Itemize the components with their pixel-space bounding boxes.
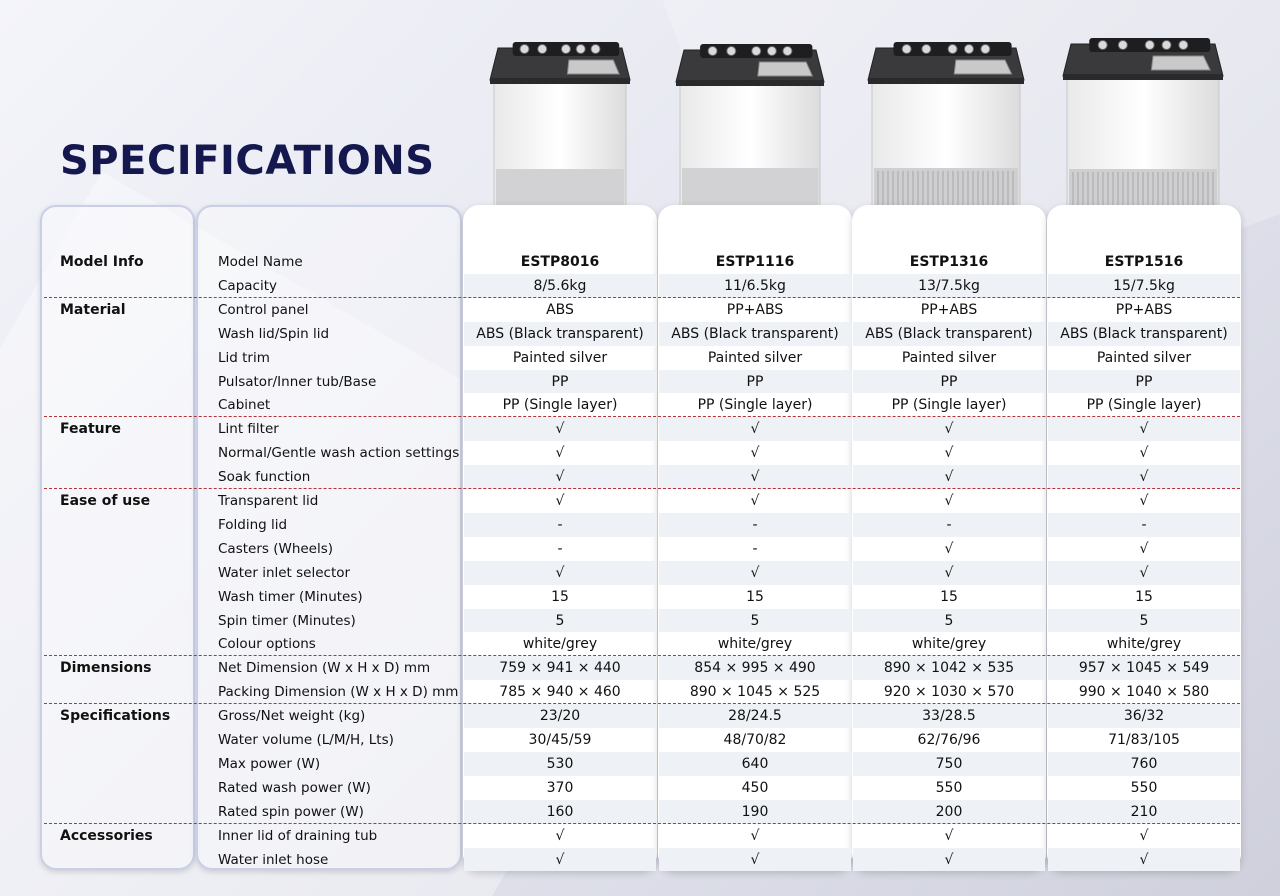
- spec-value: 8/5.6kg: [533, 277, 587, 294]
- spec-value: Painted silver: [901, 349, 997, 366]
- spec-value: -: [946, 516, 952, 533]
- spec-value: white/grey: [1106, 636, 1182, 653]
- spec-value: √: [1139, 421, 1149, 438]
- spec-value: √: [750, 493, 760, 509]
- spec-value: 785 × 940 × 460: [499, 684, 621, 701]
- feature-label: Lid trim: [218, 349, 270, 366]
- feature-label: Spin timer (Minutes): [218, 612, 356, 629]
- feature-label: Gross/Net weight (kg): [218, 708, 366, 725]
- spec-value: √: [555, 564, 565, 581]
- spec-value: -: [1141, 516, 1147, 533]
- spec-value: √: [944, 469, 954, 486]
- feature-label: Lint filter: [218, 421, 279, 438]
- spec-value: 550: [1130, 779, 1158, 796]
- spec-value: √: [944, 851, 954, 868]
- spec-value: 550: [935, 779, 963, 796]
- spec-value: 33/28.5: [922, 708, 976, 725]
- category-label: Model Info: [60, 254, 144, 270]
- spec-value: √: [750, 564, 760, 581]
- spec-value: PP (Single layer): [891, 397, 1007, 414]
- spec-value: 759 × 941 × 440: [499, 660, 621, 677]
- model-name: ESTP1516: [1104, 254, 1184, 270]
- spec-value: 990 × 1040 × 580: [1078, 684, 1210, 701]
- spec-value: 15: [746, 588, 764, 605]
- feature-label: Cabinet: [218, 397, 271, 414]
- category-label: Accessories: [60, 827, 153, 844]
- spec-value: ABS (Black transparent): [476, 325, 644, 342]
- spec-value: √: [555, 445, 565, 462]
- feature-label: Normal/Gentle wash action settings: [218, 445, 460, 462]
- spec-value: ABS (Black transparent): [671, 325, 839, 342]
- feature-label: Soak function: [218, 469, 311, 486]
- spec-value: 15: [1135, 588, 1153, 605]
- spec-value: PP (Single layer): [1086, 397, 1202, 414]
- spec-value: PP: [551, 373, 569, 390]
- spec-value: Painted silver: [1096, 349, 1192, 366]
- spec-value: 640: [741, 755, 769, 772]
- section-divider: [44, 703, 1240, 704]
- feature-label: Wash timer (Minutes): [218, 588, 363, 605]
- spec-value: 36/32: [1123, 708, 1165, 725]
- spec-value: √: [944, 493, 954, 509]
- spec-value: 370: [546, 779, 574, 796]
- spec-value: 190: [741, 803, 769, 820]
- spec-value: -: [752, 516, 758, 533]
- category-label: Ease of use: [60, 493, 151, 509]
- model-name: ESTP1316: [909, 254, 989, 270]
- spec-value: √: [944, 827, 954, 844]
- spec-value: √: [1139, 493, 1149, 509]
- spec-value: √: [944, 540, 954, 557]
- model-name: ESTP8016: [520, 254, 600, 270]
- spec-value: 5: [944, 612, 954, 629]
- spec-value: PP (Single layer): [502, 397, 618, 414]
- feature-label: Water inlet hose: [218, 851, 329, 868]
- spec-value: PP (Single layer): [697, 397, 813, 414]
- spec-value: 5: [555, 612, 565, 629]
- spec-value: 210: [1130, 803, 1158, 820]
- spec-value: 15: [551, 588, 569, 605]
- spec-value: √: [750, 421, 760, 438]
- spec-value: white/grey: [522, 636, 598, 653]
- spec-value: 11/6.5kg: [724, 277, 786, 294]
- spec-value: √: [1139, 469, 1149, 486]
- category-label: Dimensions: [60, 660, 152, 677]
- model-name: ESTP1116: [715, 254, 795, 270]
- spec-value: 920 × 1030 × 570: [883, 684, 1015, 701]
- feature-label: Water volume (L/M/H, Lts): [218, 732, 394, 748]
- spec-value: 13/7.5kg: [918, 277, 980, 294]
- feature-label: Capacity: [218, 277, 277, 294]
- spec-value: 890 × 1045 × 525: [689, 684, 821, 701]
- spec-value: Painted silver: [707, 349, 803, 366]
- spec-value: √: [555, 469, 565, 486]
- spec-value: 450: [741, 779, 769, 796]
- section-divider: [44, 823, 1240, 824]
- feature-label: Casters (Wheels): [218, 540, 334, 557]
- spec-value: √: [750, 445, 760, 462]
- spec-value: white/grey: [717, 636, 793, 653]
- spec-value: √: [555, 421, 565, 438]
- spec-value: -: [557, 540, 563, 557]
- feature-label: Control panel: [218, 301, 309, 318]
- washing-machine-image: [486, 40, 634, 225]
- spec-value: √: [750, 827, 760, 844]
- spec-value: -: [752, 540, 758, 557]
- spec-value: ABS (Black transparent): [1060, 325, 1228, 342]
- spec-value: 530: [546, 755, 574, 772]
- spec-value: √: [1139, 827, 1149, 844]
- spec-value: 160: [546, 803, 574, 820]
- feature-label: Model Name: [218, 254, 303, 270]
- spec-value: 957 × 1045 × 549: [1078, 660, 1210, 677]
- spec-value: 760: [1130, 755, 1158, 772]
- page-title: SPECIFICATIONS: [60, 138, 435, 184]
- spec-value: √: [555, 851, 565, 868]
- washing-machine-image: [672, 42, 828, 222]
- spec-value: √: [1139, 445, 1149, 462]
- feature-label: Rated spin power (W): [218, 803, 364, 820]
- feature-label: Rated wash power (W): [218, 779, 371, 796]
- feature-label: Net Dimension (W x H x D) mm: [218, 660, 431, 677]
- spec-value: 750: [935, 755, 963, 772]
- spec-value: √: [750, 851, 760, 868]
- spec-value: PP: [1135, 373, 1153, 390]
- feature-label: Water inlet selector: [218, 564, 351, 581]
- spec-value: √: [944, 445, 954, 462]
- spec-value: √: [555, 827, 565, 844]
- section-divider: [44, 297, 1240, 298]
- feature-label: Wash lid/Spin lid: [218, 325, 330, 342]
- category-label: Specifications: [60, 708, 171, 725]
- feature-label: Folding lid: [218, 516, 288, 533]
- feature-label: Packing Dimension (W x H x D) mm: [218, 684, 459, 701]
- feature-label: Pulsator/Inner tub/Base: [218, 373, 377, 390]
- feature-label: Max power (W): [218, 755, 321, 772]
- section-divider: [44, 655, 1240, 656]
- spec-value: √: [1139, 564, 1149, 581]
- spec-value: -: [557, 516, 563, 533]
- spec-value: √: [1139, 851, 1149, 868]
- spec-value: PP+ABS: [726, 301, 784, 318]
- spec-value: PP+ABS: [1115, 301, 1173, 318]
- spec-value: 5: [1139, 612, 1149, 629]
- spec-value: white/grey: [911, 636, 987, 653]
- spec-value: 15: [940, 588, 958, 605]
- spec-value: 854 × 995 × 490: [694, 660, 816, 677]
- spec-value: PP+ABS: [920, 301, 978, 318]
- washing-machine-image: [864, 40, 1028, 223]
- spec-value: 28/24.5: [728, 708, 782, 725]
- spec-value: 23/20: [539, 708, 581, 725]
- feature-label: Colour options: [218, 636, 316, 653]
- feature-label: Inner lid of draining tub: [218, 827, 378, 844]
- spec-value: PP: [940, 373, 958, 390]
- section-divider: [44, 416, 1240, 417]
- spec-value: √: [750, 469, 760, 486]
- category-label: Material: [60, 301, 126, 318]
- category-label: Feature: [60, 421, 121, 438]
- spec-value: 62/76/96: [917, 732, 981, 748]
- spec-value: √: [1139, 540, 1149, 557]
- spec-value: 71/83/105: [1108, 732, 1180, 748]
- spec-value: 5: [750, 612, 760, 629]
- section-divider: [44, 488, 1240, 489]
- spec-value: Painted silver: [512, 349, 608, 366]
- spec-value: 890 × 1042 × 535: [883, 660, 1015, 677]
- spec-value: √: [944, 421, 954, 438]
- spec-value: 48/70/82: [723, 732, 787, 748]
- spec-value: √: [944, 564, 954, 581]
- washing-machine-image: [1059, 36, 1227, 226]
- spec-value: PP: [746, 373, 764, 390]
- spec-value: ABS (Black transparent): [865, 325, 1033, 342]
- spec-value: 30/45/59: [528, 732, 592, 748]
- spec-value: ABS: [546, 301, 574, 318]
- spec-value: 15/7.5kg: [1113, 277, 1175, 294]
- feature-label: Transparent lid: [218, 493, 319, 509]
- spec-value: √: [555, 493, 565, 509]
- spec-value: 200: [935, 803, 963, 820]
